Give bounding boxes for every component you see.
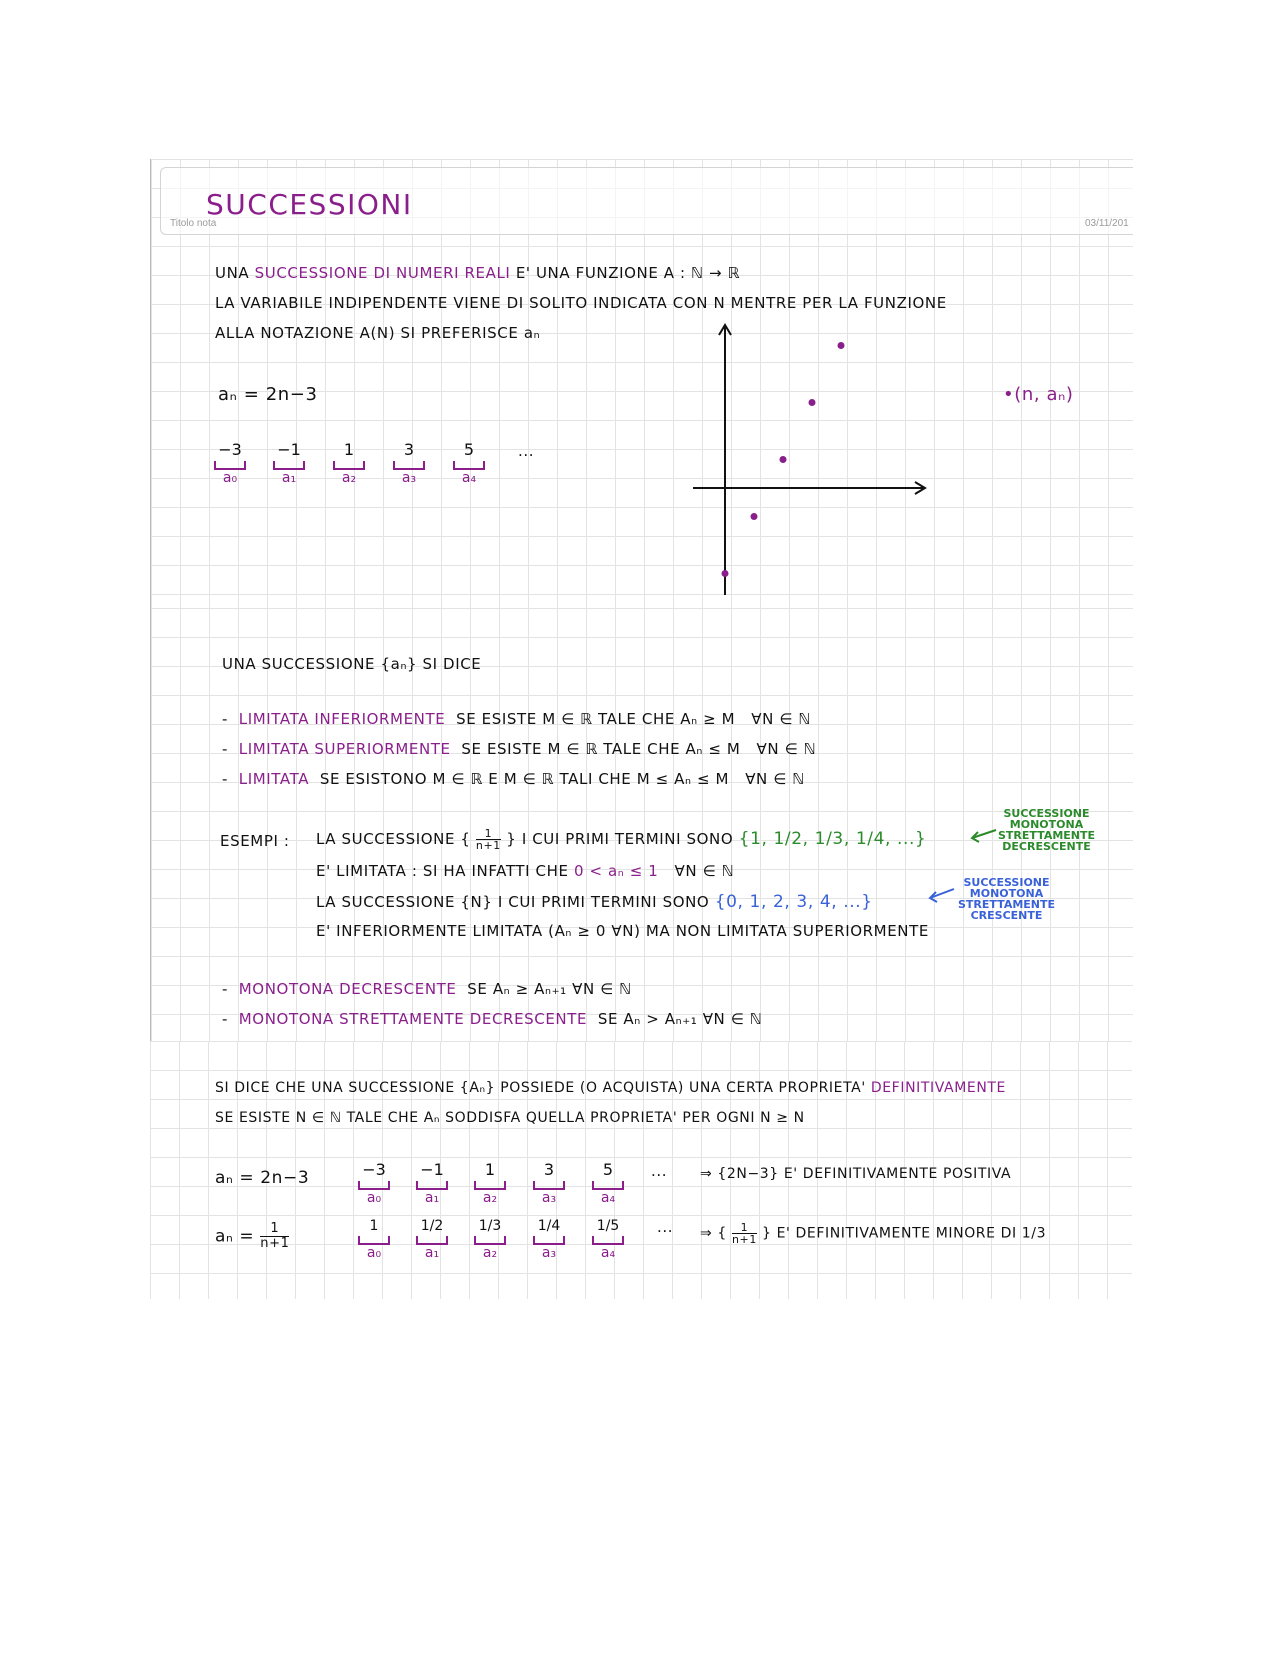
- text-primi-termini: I CUI PRIMI TERMINI SONO: [521, 830, 734, 848]
- ellipsis: ...: [651, 1162, 668, 1180]
- text-una: UNA: [215, 264, 250, 282]
- quantifier: ∀N ∈ ℕ: [674, 862, 735, 880]
- term-label: a₄: [461, 470, 477, 486]
- point-label: •(n, aₙ): [1003, 384, 1074, 405]
- annotation-green: [998, 808, 1095, 852]
- definition-name: LIMITATA SUPERIORMENTE: [238, 740, 451, 758]
- annotation-line: MONOTONA: [1009, 818, 1084, 831]
- sequence-values: {0, 1, 2, 3, 4, ...}: [714, 892, 873, 912]
- definitivamente-line-2: SE ESISTE N ∈ ℕ TALE CHE Aₙ SODDISFA QUELLA PROPRIETA' PER OGNI N ≥ N: [215, 1110, 805, 1126]
- definition-condition: SE ESISTE M ∈ ℝ TALE CHE Aₙ ≥ M: [456, 710, 736, 728]
- term-brace: [533, 1181, 565, 1190]
- list-dash: -: [222, 710, 229, 728]
- fraction-denominator: n+1: [260, 1236, 290, 1251]
- annotation-line: DECRESCENTE: [1002, 840, 1091, 853]
- fraction: [476, 828, 501, 851]
- formula-row-2: [215, 1222, 289, 1251]
- term: [387, 440, 431, 486]
- term-label: a₁: [281, 470, 297, 486]
- fraction: [260, 1222, 289, 1251]
- term-label: a₃: [541, 1245, 557, 1261]
- sequence-symbol: {aₙ}: [380, 655, 418, 673]
- term-brace: [333, 461, 365, 470]
- term-value: 5: [463, 440, 475, 459]
- term-label: a₀: [366, 1245, 382, 1261]
- annotation-line: SUCCESSIONE: [1003, 807, 1090, 820]
- note-date: 03/11/201: [1085, 218, 1129, 229]
- annotation-line: MONOTONA: [969, 887, 1044, 900]
- term: [267, 440, 311, 486]
- page-title: SUCCESSIONI: [206, 188, 413, 221]
- example-line-2: [316, 862, 734, 880]
- definition-condition: SE ESISTONO M ∈ ℝ E M ∈ ℝ TALI CHE M ≤ Aₙ ≤ M: [319, 770, 730, 788]
- term-brace: [416, 1181, 448, 1190]
- text-funzione: E' UNA FUNZIONE A : ℕ → ℝ: [515, 264, 741, 282]
- data-point: [780, 456, 787, 463]
- text-una-successione: UNA SUCCESSIONE: [222, 655, 376, 673]
- term-label: a₄: [600, 1245, 616, 1261]
- data-point: [751, 513, 758, 520]
- annotation-blue: [958, 877, 1055, 921]
- term: [447, 440, 491, 486]
- data-point: [722, 570, 729, 577]
- text-limitata: E' LIMITATA : SI HA INFATTI CHE: [316, 862, 569, 880]
- term-value: 1: [484, 1160, 496, 1179]
- definition-item: [222, 770, 805, 788]
- term-brace: [453, 461, 485, 470]
- ellipsis: ...: [518, 442, 535, 460]
- sequence-values: {1, 1/2, 1/3, 1/4, ...}: [738, 829, 927, 849]
- highlight-definitivamente: DEFINITIVAMENTE: [870, 1080, 1007, 1096]
- formula-row-1: aₙ = 2n−3: [215, 1168, 310, 1188]
- ellipsis: ...: [657, 1218, 674, 1236]
- annotation-line: SUCCESSIONE: [963, 876, 1050, 889]
- term-value: −3: [218, 440, 242, 459]
- esempi-label: ESEMPI :: [220, 832, 290, 850]
- term: [327, 440, 371, 486]
- fraction-denominator: n+1: [731, 1233, 757, 1246]
- term-label: a₂: [341, 470, 357, 486]
- term: [586, 1218, 630, 1261]
- definitivamente-line-1: [215, 1080, 1006, 1096]
- term-brace: [416, 1236, 448, 1245]
- quantifier: ∀N ∈ ℕ: [751, 710, 811, 728]
- data-point: [809, 399, 816, 406]
- note-title-label: Titolo nota: [170, 218, 217, 229]
- result-row-2: [700, 1222, 1046, 1245]
- term: [410, 1218, 454, 1261]
- list-dash: -: [222, 1010, 229, 1028]
- definition-name: LIMITATA: [238, 770, 310, 788]
- term-brace: [393, 461, 425, 470]
- quantifier: ∀N ∈ ℕ: [756, 740, 817, 758]
- term-value: −3: [362, 1160, 386, 1179]
- text-successione-n: LA SUCCESSIONE {N} I CUI PRIMI TERMINI SONO: [316, 893, 710, 911]
- term-brace: [358, 1236, 390, 1245]
- term-value: 1/4: [537, 1218, 561, 1234]
- definition-item: [222, 740, 816, 758]
- example-line-1: LA SUCCESSIONE { $\frac{1}{n+1}$ } I CUI PRIMI TERMINI SONO {1, 1/2, 1/3, 1/4, ...}: [316, 827, 927, 852]
- term-value: −1: [420, 1160, 444, 1179]
- result-suffix: } E' DEFINITIVAMENTE MINORE DI 1/3: [762, 1225, 1047, 1242]
- monotone-item: [222, 1010, 762, 1028]
- text-la-successione: LA SUCCESSIONE: [316, 830, 456, 848]
- term-label: a₀: [222, 470, 238, 486]
- term-label: a₄: [600, 1190, 616, 1206]
- fraction-denominator: n+1: [475, 839, 501, 852]
- example-line-3: [316, 892, 873, 912]
- term: [527, 1160, 571, 1206]
- text-si-dice: SI DICE: [422, 655, 482, 673]
- term-brace: [474, 1236, 506, 1245]
- definition-name: LIMITATA INFERIORMENTE: [238, 710, 446, 728]
- term-brace: [533, 1236, 565, 1245]
- formula-lhs: aₙ =: [215, 1226, 255, 1247]
- notation-an: aₙ: [523, 324, 541, 342]
- term-value: 3: [543, 1160, 555, 1179]
- term: [586, 1160, 630, 1206]
- definition-item: [222, 710, 811, 728]
- definition-condition: SE Aₙ > Aₙ₊₁ ∀N ∈ ℕ: [597, 1010, 763, 1028]
- definition-condition: SE Aₙ ≥ Aₙ₊₁ ∀N ∈ ℕ: [467, 980, 632, 998]
- monotone-item: [222, 980, 632, 998]
- quantifier: ∀N ∈ ℕ: [745, 770, 805, 788]
- term: [410, 1160, 454, 1206]
- highlight-successione: SUCCESSIONE DI NUMERI REALI: [254, 264, 511, 282]
- sequence-plot: [690, 320, 940, 600]
- text-definition: SI DICE CHE UNA SUCCESSIONE {Aₙ} POSSIEDE (O ACQUISTA) UNA CERTA PROPRIETA': [215, 1080, 866, 1096]
- term-value: 1/5: [596, 1218, 620, 1234]
- term-label: a₂: [482, 1190, 498, 1206]
- term-label: a₂: [482, 1245, 498, 1261]
- term-label: a₁: [424, 1245, 440, 1261]
- term-brace: [592, 1236, 624, 1245]
- term-label: a₀: [366, 1190, 382, 1206]
- term-brace: [592, 1181, 624, 1190]
- term-value: 1/2: [420, 1218, 444, 1234]
- term-label: a₃: [541, 1190, 557, 1206]
- list-dash: -: [222, 980, 229, 998]
- annotation-line: STRETTAMENTE: [998, 829, 1096, 842]
- term-label: a₁: [424, 1190, 440, 1206]
- blue-arrow-icon: [926, 885, 956, 903]
- term: [527, 1218, 571, 1261]
- result-row-1: ⇒ {2N−3} E' DEFINITIVAMENTE POSITIVA: [700, 1166, 1012, 1182]
- definition-line-1: [215, 264, 740, 282]
- bound-inequality: 0 < aₙ ≤ 1: [573, 862, 659, 880]
- term-value: 3: [403, 440, 415, 459]
- term-brace: [214, 461, 246, 470]
- term: [352, 1218, 396, 1261]
- term: [468, 1160, 512, 1206]
- example-line-4: E' INFERIORMENTE LIMITATA (Aₙ ≥ 0 ∀N) MA NON LIMITATA SUPERIORMENTE: [316, 922, 929, 940]
- term-brace: [358, 1181, 390, 1190]
- term-value: 1: [369, 1218, 379, 1234]
- term-value: −1: [277, 440, 301, 459]
- fraction: [732, 1222, 757, 1245]
- term-value: 1: [343, 440, 355, 459]
- definition-line-2: LA VARIABILE INDIPENDENTE VIENE DI SOLITO INDICATA CON N MENTRE PER LA FUNZIONE: [215, 294, 947, 312]
- annotation-line: STRETTAMENTE: [958, 898, 1056, 911]
- term-value: 5: [602, 1160, 614, 1179]
- fraction-numerator: 1: [732, 1222, 757, 1234]
- formula-an: aₙ = 2n−3: [218, 384, 318, 405]
- fraction-numerator: 1: [476, 828, 501, 840]
- result-prefix: ⇒ {: [700, 1225, 727, 1242]
- plot-points: [722, 342, 845, 577]
- fraction-numerator: 1: [260, 1222, 289, 1237]
- term-brace: [474, 1181, 506, 1190]
- list-dash: -: [222, 770, 229, 788]
- data-point: [838, 342, 845, 349]
- term: [208, 440, 252, 486]
- definition-name: MONOTONA DECRESCENTE: [238, 980, 457, 998]
- text-notazione: ALLA NOTAZIONE A(N) SI PREFERISCE: [215, 324, 519, 342]
- list-dash: -: [222, 740, 229, 758]
- annotation-line: CRESCENTE: [970, 909, 1043, 922]
- term: [352, 1160, 396, 1206]
- term-value: 1/3: [478, 1218, 502, 1234]
- term-label: a₃: [401, 470, 417, 486]
- definition-condition: SE ESISTE M ∈ ℝ TALE CHE Aₙ ≤ M: [461, 740, 741, 758]
- definition-line-3: [215, 324, 540, 342]
- term-brace: [273, 461, 305, 470]
- definition-name: MONOTONA STRETTAMENTE DECRESCENTE: [238, 1010, 588, 1028]
- term: [468, 1218, 512, 1261]
- green-arrow-icon: [968, 826, 998, 844]
- intro-line: [222, 655, 481, 673]
